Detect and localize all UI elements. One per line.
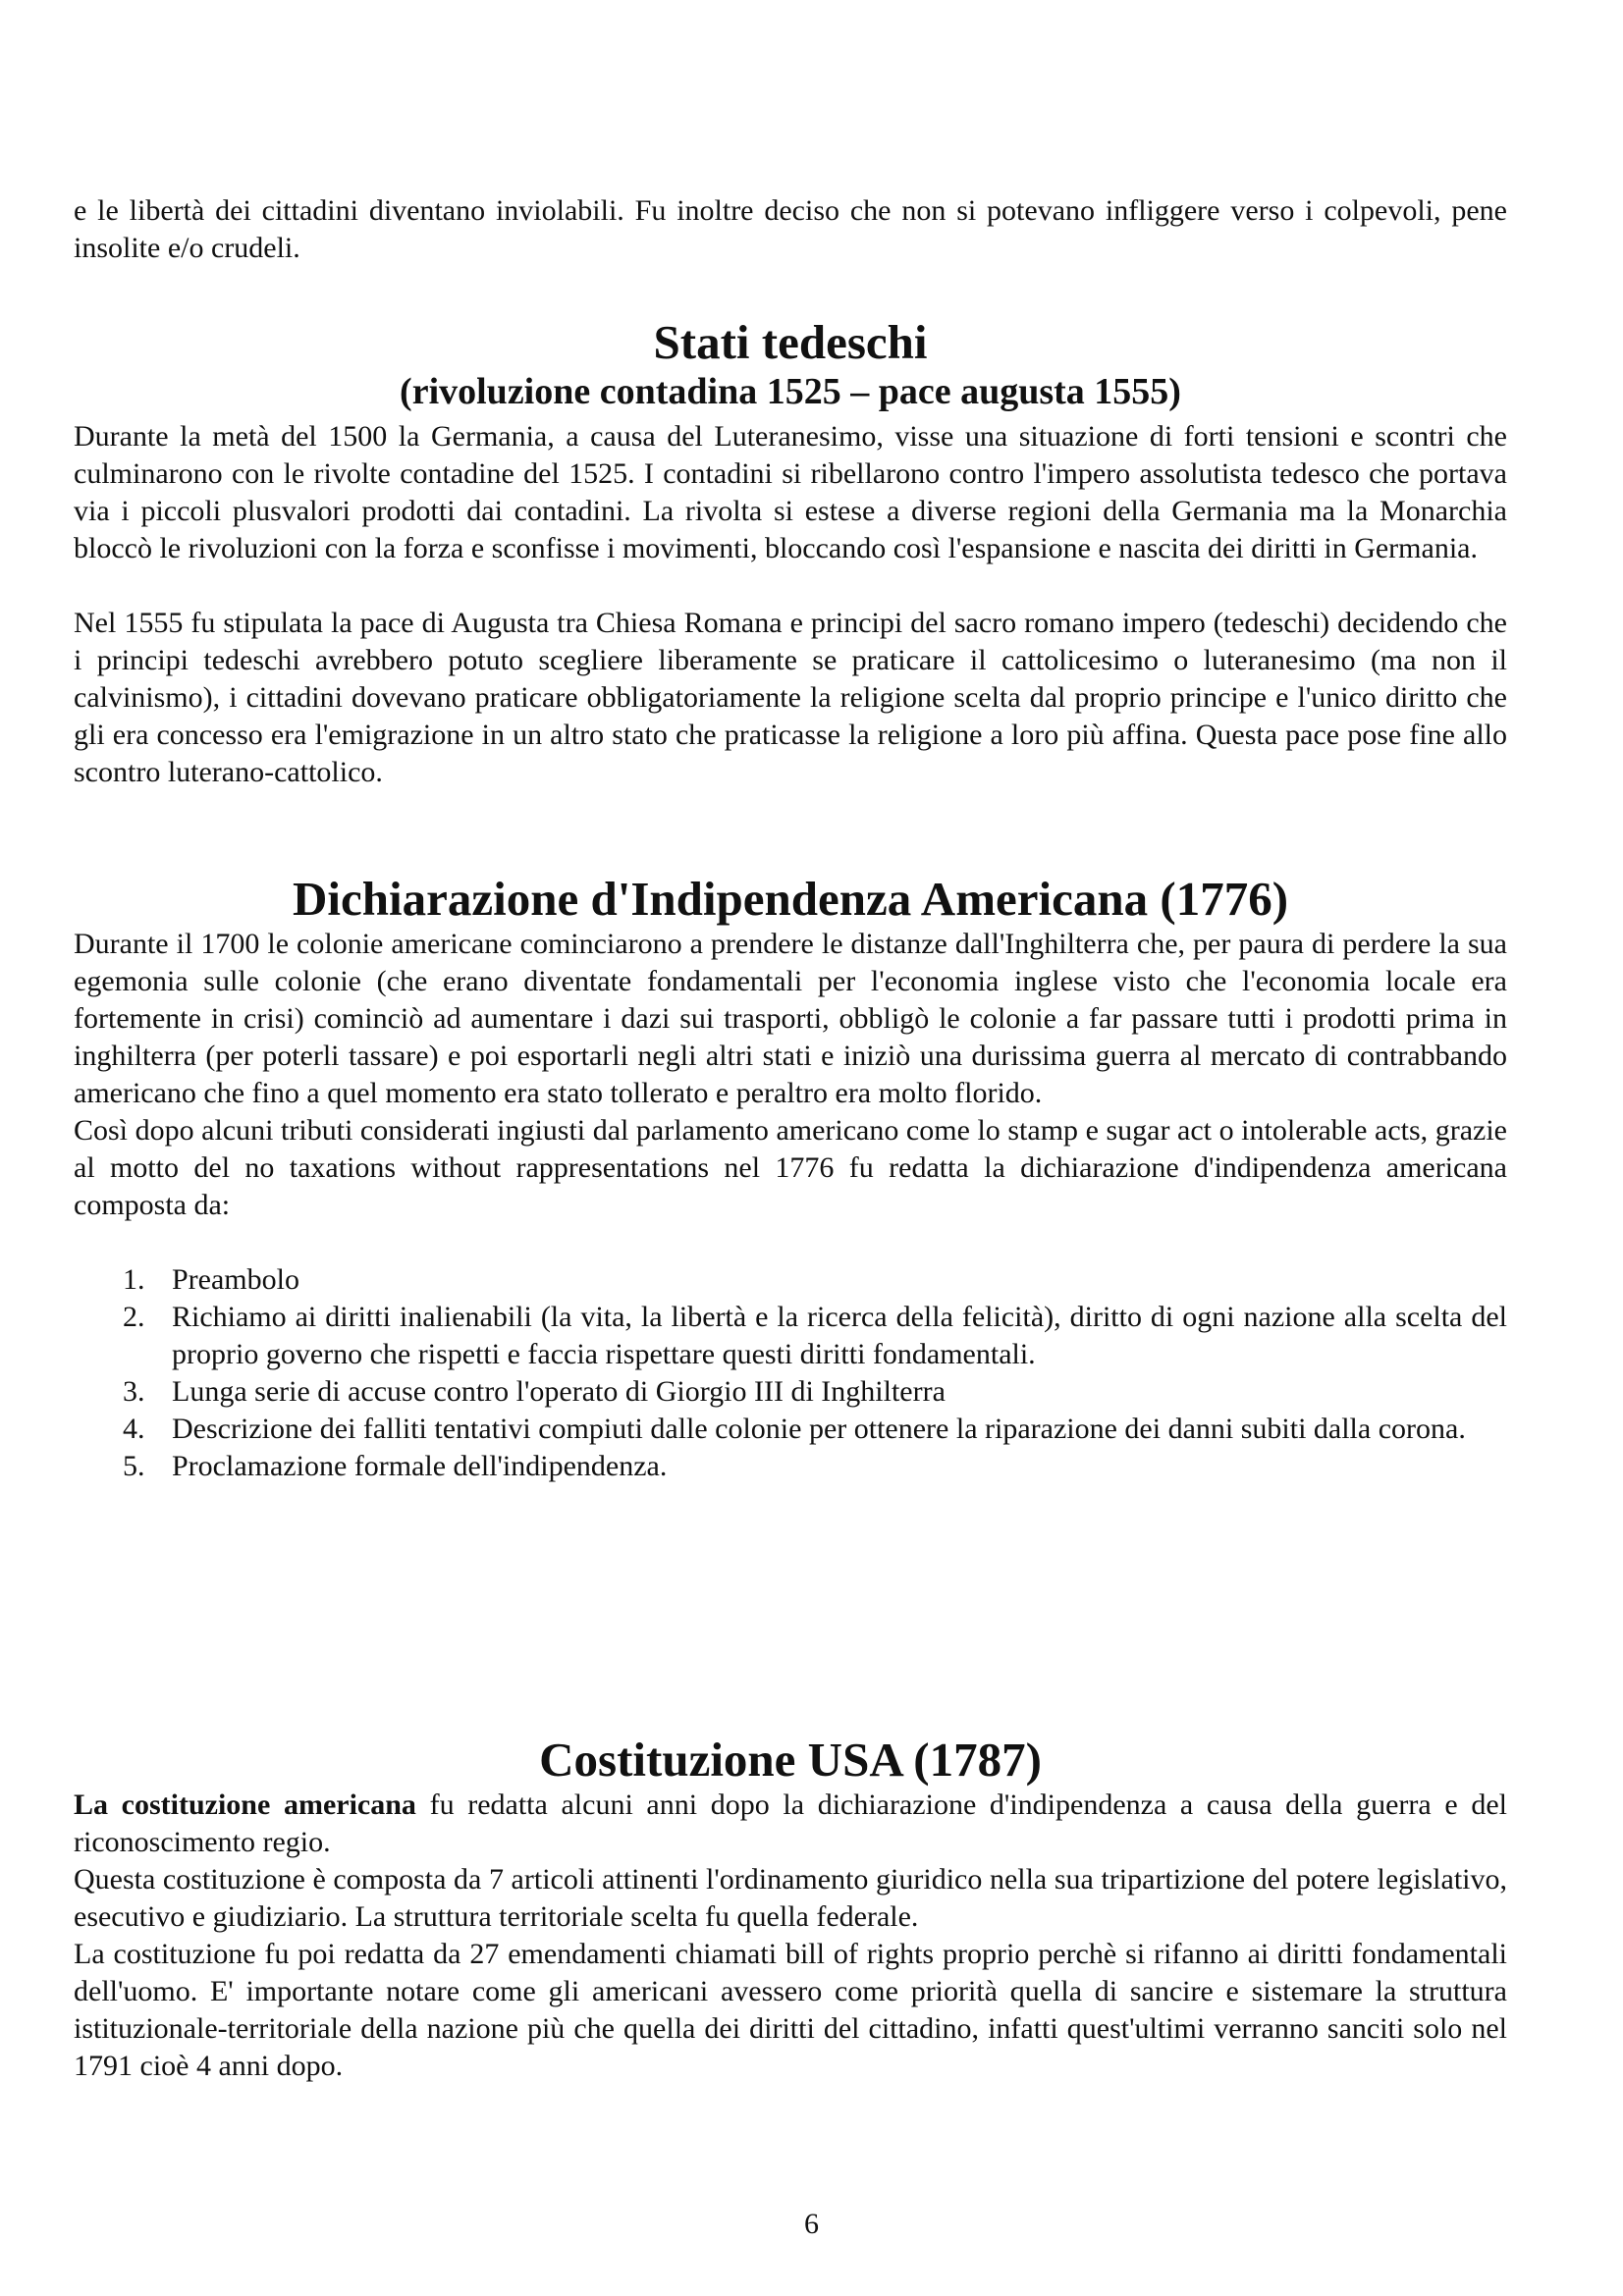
- section-subtitle: (rivoluzione contadina 1525 – pace augusta 1555): [400, 371, 1181, 412]
- paragraph: [74, 1787, 1507, 1861]
- list-item: [74, 1411, 1507, 1448]
- list-number: 5.: [123, 1450, 145, 1482]
- paragraph: Così dopo alcuni tributi considerati ingiusti dal parlamento americano come lo stamp e sugar act o intolerable acts, grazie al motto del no taxations without rappresentations nel 1776 fu redatta la dichiarazione d'indipendenza americana composta da:: [74, 1114, 1507, 1221]
- page-number: 6: [804, 2208, 819, 2240]
- list-number: 1.: [123, 1263, 145, 1296]
- section-title: Dichiarazione d'Indipendenza Americana (1776): [292, 872, 1289, 926]
- intro-paragraph: e le libertà dei cittadini diventano inviolabili. Fu inoltre deciso che non si potevano infliggere verso i colpevoli, pene insolite e/o crudeli.: [74, 194, 1507, 264]
- paragraph-text: fu redatta alcuni anni dopo la dichiarazione d'indipendenza a causa della guerra e del riconoscimento regio.: [74, 1789, 1508, 1858]
- section-title: Stati tedeschi: [653, 315, 928, 369]
- section-stati-tedeschi: [74, 316, 1507, 791]
- list-text: Preambolo: [172, 1263, 299, 1296]
- list-text: Descrizione dei falliti tentativi compiuti dalle colonie per ottenere la riparazione dei danni subiti dalla corona.: [172, 1413, 1466, 1445]
- list-item: [74, 1448, 1507, 1485]
- section-costituzione: [74, 1734, 1507, 2085]
- section-dichiarazione: [74, 873, 1507, 1485]
- paragraph: Nel 1555 fu stipulata la pace di Augusta tra Chiesa Romana e principi del sacro romano impero (tedeschi) decidendo che i principi tedeschi avrebbero potuto scegliere liberamente se praticare il cattolicesimo o luteranesimo (ma non il calvinismo), i cittadini dovevano praticare obbligatoriamente la religione scelta dal proprio principe e l'unico diritto che gli era concesso era l'emigrazione in un altro stato che praticasse la religione a loro più affina. Questa pace pose fine allo scontro luterano-cattolico.: [74, 607, 1507, 788]
- list-number: 3.: [123, 1375, 145, 1408]
- list-item: [74, 1261, 1507, 1299]
- list-number: 4.: [123, 1413, 145, 1445]
- intro-block: [74, 192, 1507, 267]
- list-text: Richiamo ai diritti inalienabili (la vita, la libertà e la ricerca della felicità), diritto di ogni nazione alla scelta del proprio governo che rispetti e faccia rispettare questi diritti fondamentali.: [172, 1301, 1507, 1370]
- list-number: 2.: [123, 1301, 145, 1333]
- bold-term: La costituzione americana: [74, 1789, 416, 1821]
- paragraph: Durante il 1700 le colonie americane cominciarono a prendere le distanze dall'Inghilterra che, per paura di perdere la sua egemonia sulle colonie (che erano diventate fondamentali per l'economia inglese visto che l'economia locale era fortemente in crisi) cominciò ad aumentare i dazi sui trasporti, obbligò le colonie a far passare tutti i prodotti prima in inghilterra (per poterli tassare) e poi esportarli negli altri stati e iniziò una durissima guerra al mercato di contrabbando americano che fino a quel momento era stato tollerato e peraltro era molto florido.: [74, 928, 1507, 1109]
- paragraph: Questa costituzione è composta da 7 articoli attinenti l'ordinamento giuridico nella sua tripartizione del potere legislativo, esecutivo e giudiziario. La struttura territoriale scelta fu quella federale.: [74, 1863, 1507, 1933]
- numbered-list: [74, 1261, 1507, 1485]
- paragraph: La costituzione fu poi redatta da 27 emendamenti chiamati bill of rights proprio perchè si rifanno ai diritti fondamentali dell'uomo. E' importante notare come gli americani avessero come priorità quella di sancire e sistemare la struttura istituzionale-territoriale della nazione più che quella dei diritti del cittadino, infatti quest'ultimi verranno sanciti solo nel 1791 cioè 4 anni dopo.: [74, 1938, 1507, 2082]
- section-title: Costituzione USA (1787): [539, 1733, 1042, 1787]
- paragraph: Durante la metà del 1500 la Germania, a causa del Luteranesimo, visse una situazione di forti tensioni e scontri che culminarono con le rivolte contadine del 1525. I contadini si ribellarono contro l'impero assolutista tedesco che portava via i piccoli plusvalori prodotti dai contadini. La rivolta si estese a diverse regioni della Germania ma la Monarchia bloccò le rivoluzioni con la forza e sconfisse i movimenti, bloccando così l'espansione e nascita dei diritti in Germania.: [74, 420, 1507, 564]
- list-item: [74, 1299, 1507, 1373]
- list-text: Lunga serie di accuse contro l'operato di Giorgio III di Inghilterra: [172, 1375, 946, 1408]
- list-item: [74, 1373, 1507, 1411]
- list-text: Proclamazione formale dell'indipendenza.: [172, 1450, 668, 1482]
